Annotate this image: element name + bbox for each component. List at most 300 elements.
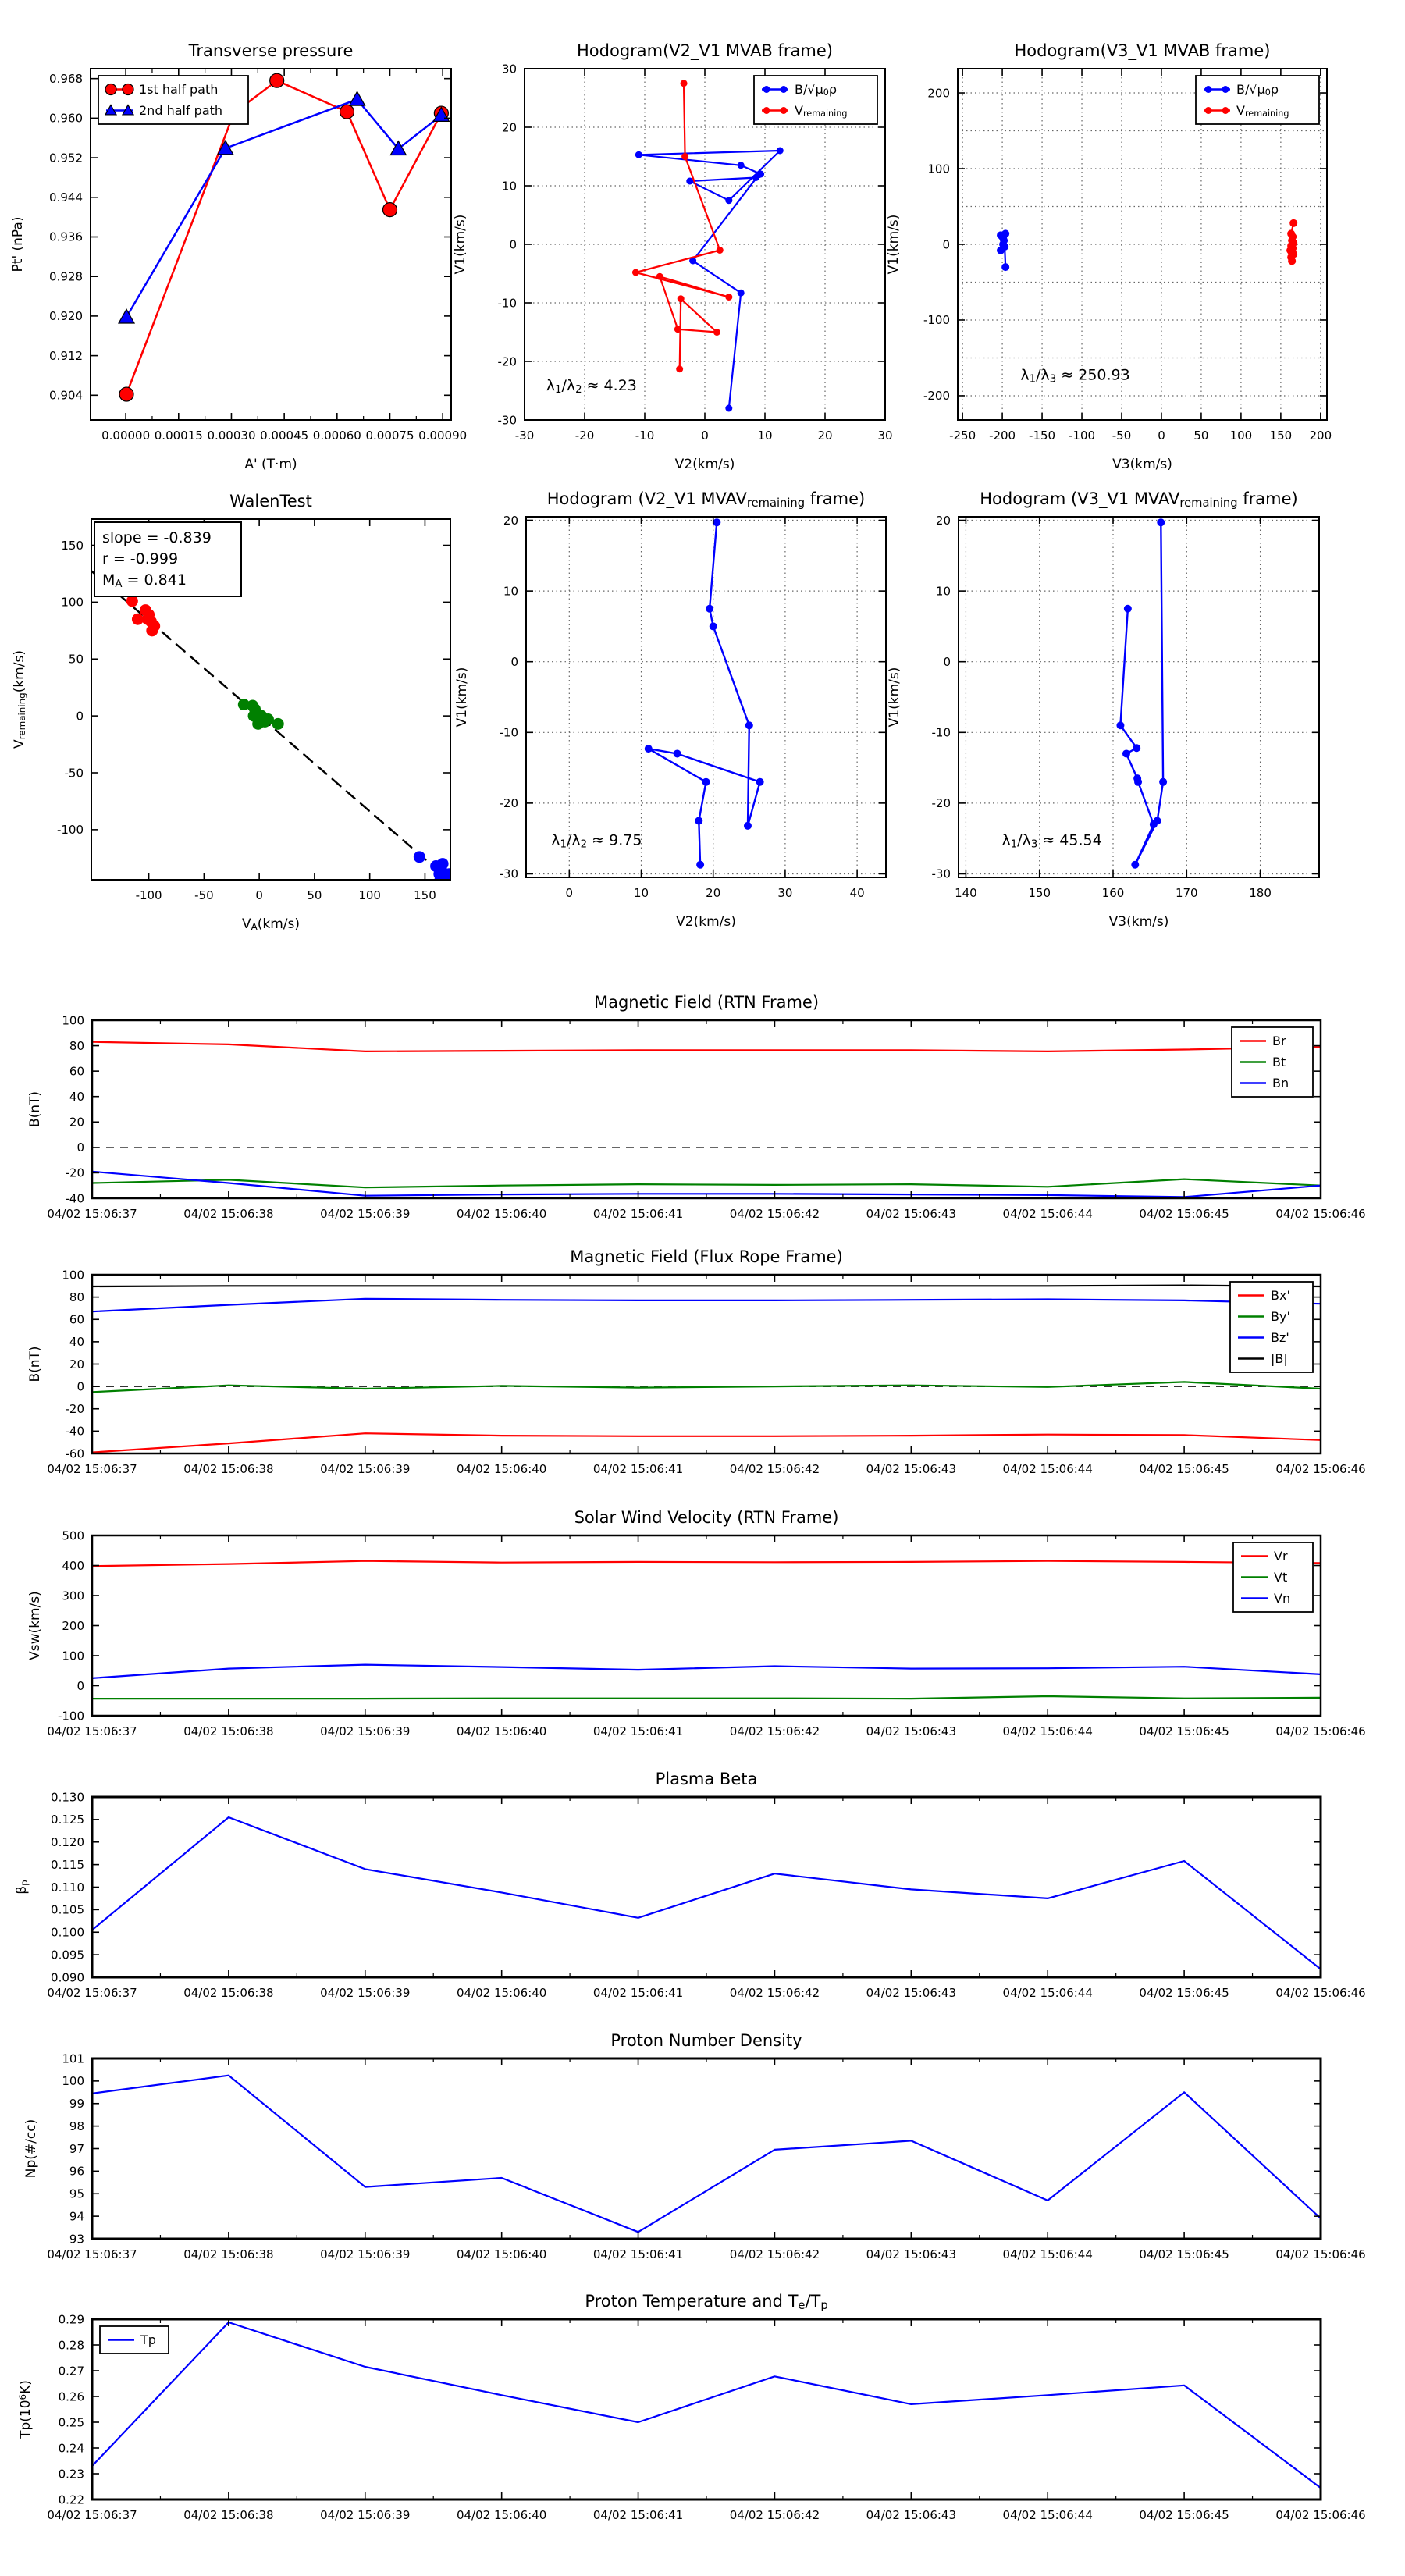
x-tick-label: 04/02 15:06:42 [729,1462,820,1476]
x-tick-label: 04/02 15:06:39 [320,1986,411,2000]
y-tick-label: 0.25 [58,2415,84,2430]
y-tick-label: 60 [69,1064,84,1079]
x-tick-label: 04/02 15:06:39 [320,1724,411,1738]
marker-dot [686,178,693,185]
x-tick-label: 04/02 15:06:41 [592,1207,684,1221]
marker-dot [674,749,681,757]
x-axis-label: VA(km/s) [241,916,301,933]
x-tick-label: 04/02 15:06:43 [866,2247,957,2261]
chart-title: Proton Number Density [610,2031,802,2050]
x-tick-label: 04/02 15:06:43 [866,1724,957,1738]
marker-dot [1122,749,1130,757]
x-tick-label: 180 [1249,886,1272,900]
y-tick-label: 93 [69,2232,84,2247]
series-vn [92,1665,1321,1678]
grid [526,517,886,877]
x-tick-label: -20 [574,429,595,443]
series-v-remaining [1286,219,1297,265]
x-tick-label: 04/02 15:06:45 [1139,2508,1229,2522]
y-tick-label: 97 [69,2141,84,2156]
series-b-sqrt-mu0-rho- [635,148,784,412]
marker-dot [414,851,425,863]
y-tick-label: -40 [65,1191,84,1206]
y-tick-label: 0.944 [49,190,83,205]
y-tick-label: 150 [61,538,84,553]
x-tick-label: 0.00075 [365,429,414,443]
marker-dot [713,329,720,336]
y-tick-label: 20 [69,1115,84,1130]
y-tick-label: 200 [62,1618,84,1633]
legend-label: Vr [1274,1549,1288,1564]
series-bz- [92,1299,1321,1311]
series-group [91,571,455,884]
chart-proton-number-density [23,2031,1366,2261]
x-tick-label: 04/02 15:06:38 [183,1207,274,1221]
marker-dot [781,86,788,93]
x-tick-label: 04/02 15:06:37 [47,2508,137,2522]
y-tick-label: 20 [503,513,518,528]
series-group [645,518,764,868]
y-tick-label: 0.23 [58,2467,84,2482]
y-tick-label: 0.968 [49,71,83,86]
x-tick-label: 04/02 15:06:45 [1139,1724,1229,1738]
series-v-remaining [632,80,732,372]
chart-title: Hodogram(V3_V1 MVAB frame) [1014,41,1271,60]
y-tick-label: -100 [56,823,84,838]
y-tick-label: 0 [76,1678,84,1693]
x-tick-label: 100 [1229,429,1253,443]
x-tick-label: 04/02 15:06:45 [1139,1207,1229,1221]
series-beta-p [92,1817,1321,1969]
series-group [92,1042,1321,1197]
y-tick-label: 0.952 [49,151,83,165]
x-tick-label: 04/02 15:06:39 [320,2247,411,2261]
marker-dot [1124,605,1132,613]
x-tick-label: 04/02 15:06:38 [183,1724,274,1738]
legend [100,2326,169,2354]
x-tick-label: 04/02 15:06:41 [592,1986,684,2000]
x-axis-label: V3(km/s) [1108,914,1169,930]
x-tick-label: 0.00030 [207,429,256,443]
y-tick-label: 100 [61,595,84,610]
x-tick-label: -50 [1112,429,1132,443]
x-tick-label: 04/02 15:06:44 [1002,1986,1093,2000]
series-vr [92,1561,1321,1567]
x-tick-label: 04/02 15:06:43 [866,2508,957,2522]
y-tick-label: 0 [509,237,517,252]
x-tick-label: 20 [706,886,721,900]
x-tick-label: 04/02 15:06:42 [729,2508,820,2522]
series-np [92,2076,1321,2233]
x-tick-label: 04/02 15:06:39 [320,1207,411,1221]
marker-dot [725,294,732,301]
x-tick-label: 04/02 15:06:44 [1002,1207,1093,1221]
marker-circle [119,387,133,401]
y-tick-label: 0.120 [51,1835,84,1849]
y-tick-label: -20 [65,1402,84,1416]
y-axis-label: Pt' (nPa) [10,216,26,272]
y-tick-label: -30 [497,413,517,428]
marker-dot [717,247,724,254]
series-b-sqrt-mu0-rho- [997,229,1009,271]
x-tick-label: 200 [1309,429,1332,443]
series-2nd-half-path [119,91,449,323]
y-tick-label: 0.29 [58,2312,84,2327]
marker-dot [1133,744,1140,752]
marker-dot [1131,861,1139,869]
x-tick-label: 04/02 15:06:37 [47,1462,137,1476]
x-tick-label: 04/02 15:06:46 [1275,1724,1366,1738]
marker-dot [1157,518,1165,526]
x-tick-label: 170 [1175,886,1198,900]
series-group [92,2322,1321,2488]
chart-magnetic-field-rtn [27,993,1366,1221]
chart-title: Plasma Beta [655,1770,758,1788]
y-tick-label: 20 [69,1357,84,1372]
series-group [92,1286,1321,1453]
axes-frame [92,2319,1321,2500]
y-tick-label: 80 [69,1290,84,1304]
marker-dot [713,518,720,526]
chart-title: Hodogram (V3_V1 MVAVremaining frame) [980,489,1298,510]
x-tick-label: 04/02 15:06:46 [1275,1462,1366,1476]
marker-dot [1150,820,1158,828]
marker-dot [756,778,764,786]
marker-dot [632,269,639,276]
y-tick-label: 0.100 [51,1925,84,1940]
chart-hodogram-v2v1-mvab [453,41,893,472]
ticks [47,2312,1365,2522]
legend-label: B/√μ0ρ [795,82,838,98]
x-tick-label: 150 [1028,886,1051,900]
marker-dot [1205,107,1212,114]
marker-dot [681,80,688,87]
marker-circle [382,203,397,217]
marker-dot [1001,263,1009,271]
chart-title: Solar Wind Velocity (RTN Frame) [574,1508,839,1527]
marker-dot [674,326,681,333]
x-axis-label: V2(km/s) [676,914,736,930]
x-tick-label: 04/02 15:06:40 [456,2247,547,2261]
x-tick-label: 0.00000 [101,429,151,443]
marker-dot [763,86,770,93]
y-tick-label: 99 [69,2097,84,2111]
chart-title: WalenTest [229,492,312,511]
marker-dot [262,713,274,725]
x-tick-label: 04/02 15:06:40 [456,1724,547,1738]
marker-dot [706,605,713,613]
x-tick-label: 04/02 15:06:44 [1002,2247,1093,2261]
chart-title: Magnetic Field (RTN Frame) [593,993,820,1012]
x-tick-label: 0.00090 [418,429,468,443]
x-tick-label: 04/02 15:06:40 [456,2508,547,2522]
y-tick-label: 400 [62,1558,84,1573]
axes-frame [92,2058,1321,2239]
marker-dot [272,718,284,730]
y-tick-label: 200 [927,86,950,101]
y-tick-label: -30 [931,866,951,881]
marker-triangle [119,309,134,323]
marker-dot [710,622,717,630]
y-tick-label: 0 [76,1379,84,1394]
y-tick-label: 0.125 [51,1813,84,1827]
y-axis-label: βp [14,1880,30,1895]
marker-circle [270,73,284,87]
y-tick-label: -10 [499,725,518,740]
x-tick-label: 0 [701,429,709,443]
chart-hodogram-v2v1-mvav [454,489,886,930]
stats-line: MA = 0.841 [102,571,187,590]
x-tick-label: 04/02 15:06:44 [1002,2508,1093,2522]
y-tick-label: -20 [931,796,951,811]
legend [1232,1027,1313,1097]
x-tick-label: -200 [989,429,1016,443]
y-tick-label: 10 [501,179,517,194]
x-tick-label: 04/02 15:06:41 [592,1724,684,1738]
annotation: λ1/λ3 ≈ 250.93 [1020,366,1130,385]
y-tick-label: 0.960 [49,111,83,126]
chart-title: Hodogram (V2_V1 MVAVremaining frame) [546,489,866,510]
y-tick-label: 60 [69,1312,84,1327]
marker-dot [1289,219,1297,227]
legend-label: Vt [1274,1570,1288,1585]
y-axis-label: Np(#/cc) [23,2119,39,2179]
marker-dot [443,868,455,880]
y-tick-label: 10 [503,584,518,599]
x-tick-label: 04/02 15:06:46 [1275,2508,1366,2522]
chart-title: Transverse pressure [188,41,354,60]
marker-dot [744,822,752,830]
x-tick-label: 100 [358,888,381,902]
x-tick-label: 04/02 15:06:40 [456,1207,547,1221]
y-tick-label: 100 [62,1649,84,1663]
chart-plasma-beta [14,1770,1366,2000]
x-tick-label: 04/02 15:06:43 [866,1462,957,1476]
y-tick-label: 0.912 [49,348,83,363]
marker-dot [702,778,710,786]
y-tick-label: 0 [943,654,951,669]
x-tick-label: 04/02 15:06:37 [47,1207,137,1221]
x-tick-label: 04/02 15:06:38 [183,2508,274,2522]
chart-hodogram-v3v1-mvav [887,489,1319,930]
marker-dot [148,620,160,632]
chart-title: Proton Temperature and Te/Tp [585,2292,828,2312]
x-tick-label: 04/02 15:06:46 [1275,1986,1366,2000]
x-axis-label: V3(km/s) [1112,457,1172,472]
legend-label: Bx' [1271,1288,1290,1304]
y-tick-label: -20 [499,796,518,811]
y-tick-label: 30 [501,62,517,76]
x-tick-label: 10 [633,886,649,900]
legend [1233,1542,1313,1612]
annotation: λ1/λ3 ≈ 45.54 [1001,831,1102,851]
series-br [92,1042,1321,1051]
x-tick-label: -100 [1069,429,1096,443]
marker-dot [1222,107,1229,114]
y-tick-label: 100 [62,1268,84,1283]
x-tick-label: -50 [194,888,214,902]
x-tick-label: 0.00045 [260,429,309,443]
marker-circle [340,105,354,119]
x-tick-label: 50 [1193,429,1209,443]
x-tick-label: 04/02 15:06:38 [183,1986,274,2000]
y-tick-label: 0 [510,654,518,669]
y-tick-label: 101 [62,2051,84,2066]
marker-dot [1133,774,1141,782]
y-tick-label: 0.904 [49,388,83,403]
y-axis-label: Tp(106K) [17,2380,34,2439]
x-tick-label: 04/02 15:06:40 [456,1462,547,1476]
y-axis-label: V1(km/s) [453,214,468,275]
y-tick-label: 0.27 [58,2364,84,2379]
y-tick-label: 0.28 [58,2338,84,2353]
axes-frame [959,517,1319,877]
chart-title: Magnetic Field (Flux Rope Frame) [570,1247,843,1266]
legend-label: Vn [1274,1591,1291,1606]
chart-proton-temperature [17,2292,1365,2522]
x-tick-label: 04/02 15:06:37 [47,1724,137,1738]
x-tick-label: 150 [414,888,436,902]
y-tick-label: -100 [57,1709,84,1724]
marker-dot [1288,257,1296,265]
x-tick-label: 04/02 15:06:42 [729,1724,820,1738]
chart-walen-test [12,492,455,932]
y-tick-label: -60 [65,1446,84,1461]
x-tick-label: 04/02 15:06:43 [866,1207,957,1221]
marker-dot [1116,721,1124,729]
marker-dot [763,107,770,114]
marker-dot [635,151,642,158]
y-tick-label: 0.920 [49,309,83,324]
y-tick-label: 80 [69,1038,84,1053]
chart-solar-wind-velocity [27,1508,1366,1738]
y-tick-label: -50 [64,766,84,781]
marker-dot [678,295,685,302]
x-tick-label: 20 [817,429,833,443]
y-tick-label: 0.090 [51,1970,84,1985]
x-tick-label: 04/02 15:06:39 [320,1462,411,1476]
legend-label: Vremaining [1236,103,1289,119]
x-tick-label: 04/02 15:06:45 [1139,2247,1229,2261]
x-tick-label: 30 [777,886,793,900]
legend [1230,1282,1313,1372]
stats-line: r = -0.999 [102,550,179,568]
x-tick-label: 04/02 15:06:45 [1139,1462,1229,1476]
y-tick-label: 96 [69,2164,84,2179]
marker-dot [781,107,788,114]
marker-dot [695,817,702,825]
ticks [47,1268,1365,1476]
x-tick-label: 04/02 15:06:44 [1002,1462,1093,1476]
series-bx- [92,1433,1321,1452]
y-tick-label: 95 [69,2186,84,2201]
y-tick-label: -40 [65,1424,84,1439]
y-tick-label: 94 [69,2209,84,2224]
y-tick-label: 0.24 [58,2441,84,2456]
series-group [92,2076,1321,2233]
series-group [92,1817,1321,1969]
annotation: λ1/λ2 ≈ 9.75 [551,831,642,851]
chart-magnetic-field-flux-rope [27,1247,1366,1476]
legend-label: Vremaining [795,103,848,119]
y-tick-label: 0 [76,709,84,724]
series-green-cluster [238,699,284,730]
ticks [47,1528,1365,1738]
marker-dot [656,273,663,280]
x-tick-label: 0 [255,888,263,902]
x-tick-label: -150 [1029,429,1056,443]
x-tick-label: 04/02 15:06:38 [183,2247,274,2261]
series-group [632,80,784,411]
y-tick-label: 100 [62,1013,84,1028]
x-tick-label: 04/02 15:06:41 [592,2247,684,2261]
legend-label: Bz' [1271,1330,1289,1346]
chart-title: Hodogram(V2_V1 MVAB frame) [577,41,833,60]
y-axis-label: Vsw(km/s) [27,1591,43,1660]
x-tick-label: 0 [1158,429,1165,443]
x-tick-label: 30 [877,429,893,443]
chart-transverse-pressure [10,41,467,472]
annotation: λ1/λ2 ≈ 4.23 [546,376,637,396]
y-tick-label: -100 [923,313,950,328]
y-axis-label: B(nT) [27,1091,43,1128]
ticks [47,2051,1365,2261]
y-tick-label: 0.095 [51,1948,84,1962]
y-tick-label: 40 [69,1089,84,1104]
y-tick-label: -10 [497,296,517,311]
axes-frame [526,517,886,877]
legend-label: 1st half path [139,82,219,98]
x-tick-label: 04/02 15:06:46 [1275,2247,1366,2261]
y-tick-label: -10 [931,725,951,740]
y-tick-label: 0.26 [58,2389,84,2404]
axes-frame [92,1797,1321,1977]
x-tick-label: 04/02 15:06:41 [592,1462,684,1476]
marker-dot [645,745,653,753]
marker-dot [1205,86,1212,93]
marker-dot [745,721,753,729]
y-tick-label: 100 [62,2074,84,2089]
marker-circle [105,84,116,95]
y-tick-label: 500 [62,1528,84,1543]
x-tick-label: 04/02 15:06:46 [1275,1207,1366,1221]
x-tick-label: -250 [949,429,976,443]
y-tick-label: 98 [69,2119,84,2133]
y-axis-label: V1(km/s) [454,667,470,728]
legend-label: |B| [1271,1351,1288,1367]
x-tick-label: 04/02 15:06:40 [456,1986,547,2000]
x-tick-label: -100 [135,888,162,902]
marker-dot [1001,243,1008,251]
y-tick-label: -20 [65,1165,84,1180]
x-tick-label: -10 [635,429,655,443]
x-tick-label: 04/02 15:06:42 [729,1986,820,2000]
marker-dot [681,153,688,160]
marker-dot [725,405,732,412]
x-tick-label: 04/02 15:06:45 [1139,1986,1229,2000]
marker-dot [696,861,704,869]
series-b-hodogram [1116,518,1167,868]
series-vt [92,1696,1321,1699]
y-tick-label: 0 [942,237,950,252]
x-axis-label: V2(km/s) [674,457,735,472]
axes-frame [92,1275,1321,1453]
y-tick-label: 0.130 [51,1790,84,1805]
x-tick-label: 04/02 15:06:38 [183,1462,274,1476]
y-tick-label: -20 [497,354,517,369]
x-axis-label: A' (T·m) [244,457,297,472]
legend-label: By' [1271,1309,1290,1325]
